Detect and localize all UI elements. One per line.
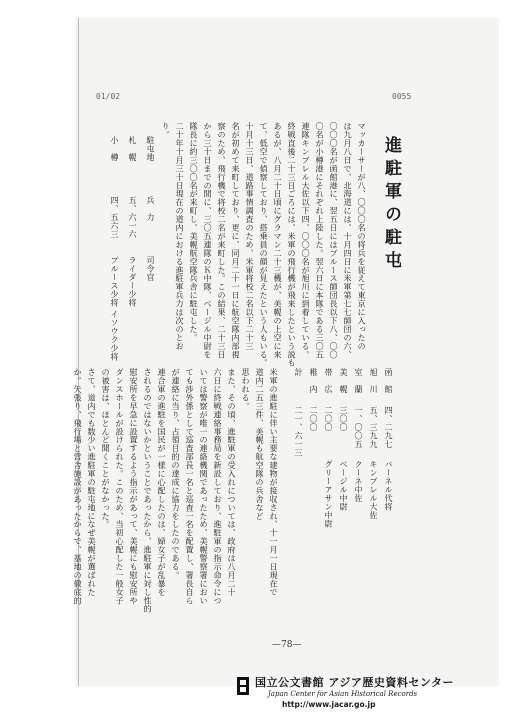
table-cell: バーネル代将 — [384, 460, 393, 511]
table-cell: 札 幌 — [128, 136, 137, 162]
table-cell: 二〇〇 — [309, 406, 318, 432]
table-cell: 一、〇〇五 — [354, 406, 363, 449]
lower-line: されるのではないかということであったから、進駐軍に対し性的 — [143, 368, 154, 614]
table-cell: クーネ中佐 — [354, 460, 363, 503]
table-cell: 計 — [294, 368, 303, 377]
table-cell: 稚 内 — [309, 368, 318, 394]
lower-line: 連合軍の進駐を国民が一様に心配したのは、婦女子が乱暴を — [157, 368, 168, 597]
table-header-strength: 兵 力 — [146, 196, 155, 222]
lower-line: いては警察が唯一の連絡機関であったため、美幌警察署におい — [199, 368, 210, 605]
main-line: 察のため、飛行機で将校二名が来町した。この結果、二十三日 — [217, 122, 228, 359]
table-cell: 二〇〇 — [324, 406, 333, 432]
lower-line: 思われる。 — [241, 368, 252, 411]
page-number: —78— — [272, 640, 302, 650]
table-cell: 帯 広 — [324, 368, 333, 394]
table-cell: 五、六一六 — [128, 196, 137, 239]
main-line: 連隊キンブレル大佐以下四、〇〇〇名が旭川に到着している。 — [301, 122, 312, 359]
main-line: マッカーサーが八、〇〇〇名の将兵を従えて東京に入ったの — [357, 122, 368, 351]
table-cell: 五、三九九 — [369, 406, 378, 449]
main-line: 隊長に約三〇〇名が来町し、美幌航空隊兵舎に駐屯した。 — [189, 122, 200, 342]
table-header-location: 駐屯地 — [146, 136, 155, 162]
table-cell: キンブレル大佐 — [369, 460, 378, 520]
lower-line: 道内二五三件、美幌も航空隊の兵舎など — [255, 368, 266, 521]
section-title: 進駐軍の駐屯 — [381, 136, 401, 274]
table-cell: 小 樽 — [110, 136, 119, 162]
table-cell: ベージル中尉 — [339, 460, 348, 511]
main-line: 二十年十月三十日現在の道内における進駐軍兵力は次のとお — [175, 122, 186, 351]
lower-line: ても渉外係として巡査部長一名と巡査一名を配置し、署長自ら — [185, 368, 196, 605]
lower-line: さて、道内でも数少い進駐軍の駐屯地になぜ美幌が選ばれた — [87, 368, 98, 597]
table-cell: 三〇〇 — [339, 406, 348, 432]
table-cell: 二一、六一三 — [294, 406, 303, 457]
main-line: から三十日までの間に、三〇五連隊のＫ中隊、ベージル中尉を — [203, 122, 214, 359]
lower-line: ダンスホールが設けられた。このため、当初心配した一般女子 — [115, 368, 126, 605]
lower-line: また、その頃、進駐軍の受入れについては、政府は八月二十 — [227, 368, 238, 597]
archives-logo-icon — [236, 676, 250, 696]
lower-line: 米軍の進駐に伴い主要な建物が接収され、十一月一日現在で — [269, 368, 280, 597]
table-cell: グリーアサン中尉 — [324, 460, 333, 528]
table-cell: 四、五六三 — [110, 196, 119, 239]
table-cell: 旭 川 — [369, 368, 378, 394]
table-cell: ライダー少将 — [128, 256, 137, 307]
table-cell: 美 幌 — [339, 368, 348, 394]
main-line: 名が初めて来町しており、更に、同月二十一日に航空隊内部視 — [231, 122, 242, 359]
main-line: 〇名が小樽港にそれぞれ上陸した。翌六日に本隊である三〇五 — [315, 122, 326, 359]
main-line: は九月八日で、北海道には、十月四日に米軍第七七師団の六、 — [343, 122, 354, 359]
main-line: 十月十三日、道路事情調査のため、米軍将校二名以下二十三 — [245, 122, 256, 351]
main-line: り。 — [161, 122, 172, 139]
main-line: 終戦直後二十三日ごろには、米軍の飛行機が飛来したという説も — [287, 122, 298, 368]
table-cell: 室 蘭 — [354, 368, 363, 394]
table-cell: 函 館 — [384, 368, 393, 394]
table-cell: ブルース少将 イソウク少将 — [110, 256, 119, 362]
lower-line: か。矢張り、飛行場と営舎施設があったからで、基地の徹底的 — [73, 368, 84, 605]
table-cell: 四、二九七 — [384, 406, 393, 449]
archive-stamp-left: 01/02 — [96, 92, 121, 101]
lower-line: 六日に終戦連絡事務局を新設しており、進駐軍の指示命令につ — [213, 368, 224, 605]
main-line: て、低空で偵察しており、搭乗員の顔が見えたという人もいる。 — [259, 122, 270, 368]
main-line: 〇〇〇名が函館港に、翌五日にはブルース師団長以下八、〇〇 — [329, 122, 340, 359]
lower-line: 慰安所を早急に設置するよう指示があって、美幌にも慰安所や — [129, 368, 140, 605]
lower-line: の被害は、ほとんど聞くことがなかった。 — [101, 368, 112, 529]
main-line: あるが、八月二十日頃にグラマン二十三機が、美幌の上空に来 — [273, 122, 284, 359]
footer-subtitle: Japan Center for Asian Historical Records — [268, 690, 418, 698]
table-header-commander: 司令官 — [146, 256, 155, 282]
footer-url: http://www.jacar.go.jp — [282, 700, 376, 709]
lower-line: が連絡に当り、占領目的の達成に協力をしたのである。 — [171, 368, 182, 580]
footer-title: 国立公文書館 アジア歴史資料センター — [255, 676, 454, 689]
archive-stamp-right: 0055 — [392, 92, 412, 101]
